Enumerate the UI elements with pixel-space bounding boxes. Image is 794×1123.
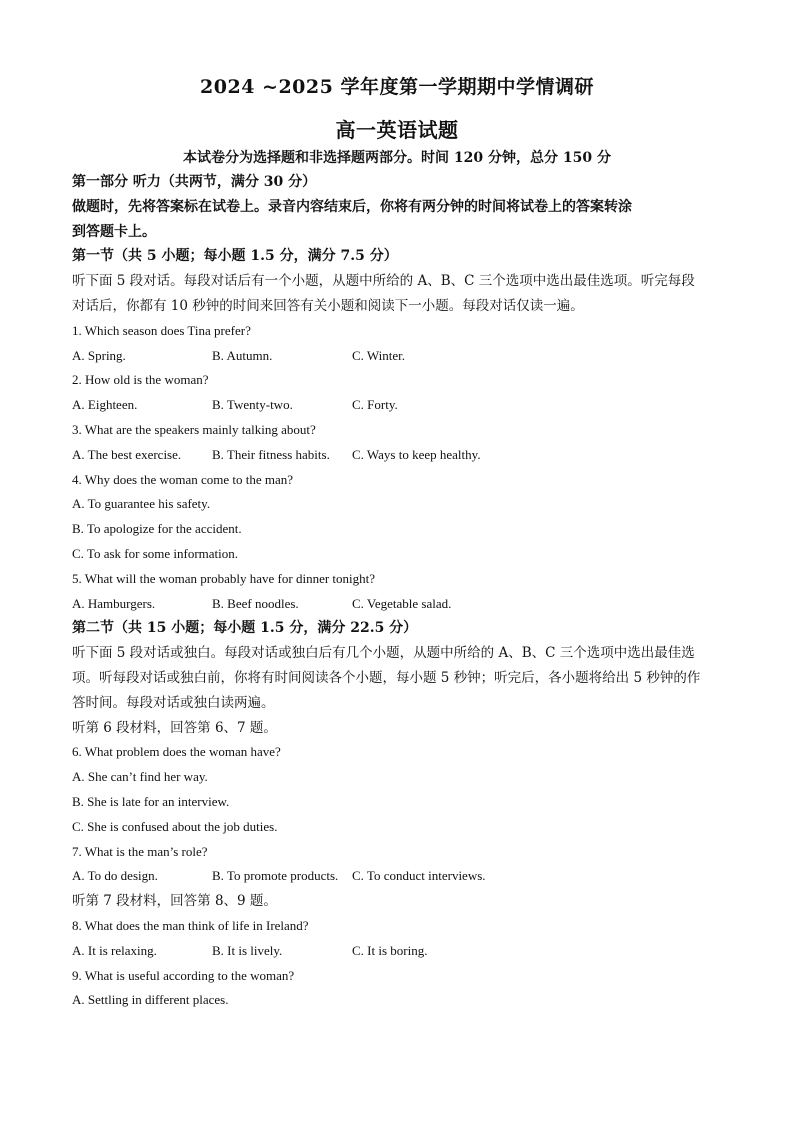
material-7-label: 听第 7 段材料，回答第 8、9 题。 [72,893,277,910]
section1-heading: 第一节（共 5 小题；每小题 1.5 分，满分 7.5 分） [72,248,398,265]
option-a: A. She can’t find her way. [72,769,208,785]
option-a: A. To do design. [72,868,158,884]
section2-instruction-line3: 答时间。每段对话或独白读两遍。 [72,694,275,711]
option-a: A. To guarantee his safety. [72,496,211,512]
option-c: C. Vegetable salad. [352,595,452,611]
section1-instruction-line1: 听下面 5 段对话。每段对话后有一个小题，从题中所给的 A、B、C 三个选项中选出最佳选项。听完每段 [72,273,695,290]
question-options [72,939,722,964]
question-options [72,592,722,617]
option-b: B. To apologize for the accident. [72,521,242,537]
option-c: C. Winter. [352,347,406,363]
option-b: B. Twenty-two. [212,397,293,413]
option-a: A. Hamburgers. [72,595,156,611]
option-b: B. It is lively. [212,942,283,958]
question-options [72,864,722,889]
question-options [72,443,722,468]
option-b: B. Beef noodles. [212,595,299,611]
exam-intro: 本试卷分为选择题和非选择题两部分。时间 120 分钟，总分 150 分 [183,150,611,166]
option-b: B. She is late for an interview. [72,793,230,809]
option-b: B. Their fitness habits. [212,446,330,462]
exam-body [72,170,722,1013]
question-stem: 8. What does the man think of life in Ireland? [72,917,309,933]
question-stem: 6. What problem does the woman have? [72,744,281,760]
question-stem: 2. How old is the woman? [72,372,209,388]
section1-instruction-line2: 对话后，你都有 10 秒钟的时间来回答有关小题和阅读下一小题。每段对话仅读一遍。 [72,297,584,314]
question-stem: 1. Which season does Tina prefer? [72,322,251,338]
exam-subtitle: 高一英语试题 [335,118,459,142]
option-c: C. Forty. [352,397,398,413]
question-stem: 5. What will the woman probably have for dinner tonight? [72,570,376,586]
option-c: C. To ask for some information. [72,545,239,561]
option-a: A. It is relaxing. [72,942,157,958]
option-a: A. Spring. [72,347,126,363]
exam-title: 2024 ~2025 学年度第一学期期中学情调研 [200,76,594,98]
option-c: C. To conduct interviews. [352,868,486,884]
question-options [72,344,722,369]
part1-instruction-line2: 到答题卡上。 [72,223,156,240]
option-c: C. It is boring. [352,942,428,958]
section2-instruction-line1: 听下面 5 段对话或独白。每段对话或独白后有几个小题，从题中所给的 A、B、C 三个选项中选出最佳选 [72,645,695,662]
question-stem: 7. What is the man’s role? [72,843,208,859]
question-stem: 3. What are the speakers mainly talking about? [72,421,316,437]
part1-instruction-line1: 做题时，先将答案标在试卷上。录音内容结束后，你将有两分钟的时间将试卷上的答案转涂 [72,198,632,215]
material-6-label: 听第 6 段材料，回答第 6、7 题。 [72,719,277,736]
option-b: B. Autumn. [212,347,273,363]
option-b: B. To promote products. [212,868,339,884]
section2-instruction-line2: 项。听每段对话或独白前，你将有时间阅读各个小题，每小题 5 秒钟；听完后，各小题将给出 5 秒钟的作 [72,669,701,686]
question-options [72,393,722,418]
option-a: A. The best exercise. [72,446,182,462]
option-c: C. Ways to keep healthy. [352,446,481,462]
question-stem: 9. What is useful according to the woman? [72,967,295,983]
option-a: A. Eighteen. [72,397,138,413]
option-a: A. Settling in different places. [72,992,229,1008]
section2-heading: 第二节（共 15 小题；每小题 1.5 分，满分 22.5 分） [72,620,418,637]
question-stem: 4. Why does the woman come to the man? [72,471,294,487]
option-c: C. She is confused about the job duties. [72,818,278,834]
part1-heading: 第一部分 听力（共两节，满分 30 分） [72,174,317,190]
